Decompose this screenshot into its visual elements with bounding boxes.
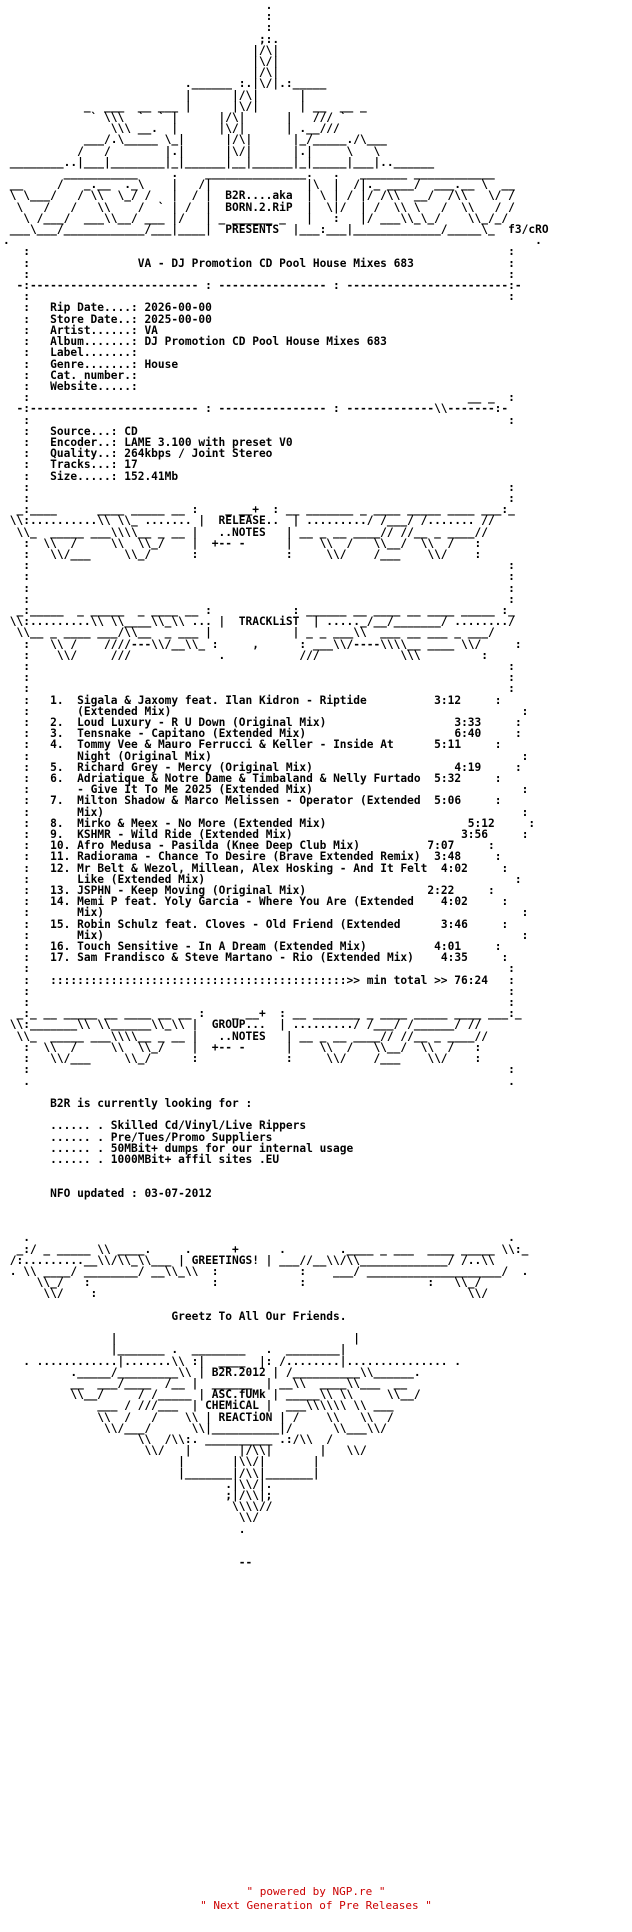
track-row: : 2. Loud Luxury - R U Down (Original Mix) 3:33 :	[3, 716, 522, 729]
nfo-group-notes: _:_ __ _____ __ ____ __ __ : _ __+ : __ _______ _ ____ _____ ____ ___:_ \\:_______\\ \\______\\_\\ | GROUP... | ........./ /___/ /______/ // \\_ _____ ___\\\\__ _ __ | ..NOTES | __ _ __ ____// //__ _ ____// : \\ / \\ \\_/ | +-- - | \\ / \\__/ \\ / : : \\/___ \\_/ : : \\/ /___ \\/ : : : . . B2R is currently looking for : ...... . Skilled Cd/Vinyl/Live Rippers ...... . Pre/Tues/Promo Suppliers ...... . 50MBit+ dumps for our internal usage ...... . 1000MBit+ affil sites .EU NFO updated : 03-07-2012 . . _:/ _ _____ \\ ____. . + . .____ _ ___ ____ _____ \\:_ /:.........__\\/\\_\\___ | GREETINGS! | ___//__\\/\\_____________/ /..\\ . \\ ____/ ________/ __\\_\\ : : ___/ ____________________/ . \\_/ : : : : \\_/ \\/ : \\/ Greetz To All Our Friends. | | |_______ . ________ . ________| . ............|.......\\ :| ____ |: /........|............... . ._____/_________\\ | B2R.2012 | /__________\\______. __ ___/____ /__ | ______ | __\\ ____\\___ __ \\__/ / /_____ | ASC.fUMk | _____\\ \\ \\__/ ___ / ///___ | CHEMiCAL | ___\\\\\\ \\ ___ \\ / / \\ | REACTiON | / \\ \\ / \\/___/ \\|__________|/ \\___\\/ \\ /\\:. __________ .:/\\ / \\/ | |/\\| | \\/ | |\\/| | |_______|/\\|_______| .|\\/|. ;|/\\|; \\\\// \\/ . --	[9, 1007, 529, 1570]
track-row: : 4. Tommy Vee & Mauro Ferrucci & Keller - Inside At 5:11 : : Night (Original Mix) :	[3, 738, 529, 763]
nfo-footer	[0, 1885, 632, 1913]
track-row: : 14. Memi P feat. Yoly Garcia - Where You Are (Extended 4:02 : : Mix) :	[3, 895, 529, 920]
track-row: : 17. Sam Frandisco & Steve Martano - Rio (Extended Mix) 4:35 :	[3, 951, 509, 965]
total-time-line: : ::::::::::::::::::::::::::::::::::::::::::::>> min total >> 76:24 :	[3, 973, 515, 987]
nfo-rip-info: : Rip Date....: 2026-00-00 : Store Date..: 2025-00-00 : Artist......: VA : Album.......: DJ Promotion CD Pool House Mixes 683 : Label.......: : Genre.......: House : Cat. number.: : Website.....: : __ _ : -:------------------------- : ---------------- : -------------\\-------:- : : : Source...: CD : Encoder..: LAME 3.100 with preset V0 : Quality..: 264kbps / Joint Stereo : Tracks...: 17 : Size.....: 152.41Mb : : : : _:____ ____ _____ __ : _ __+ : __ _______ _ ____ _____ ____ ___:_ \\:..........\\ \\_ ....... | RELEASE.. | ........./ /___/ /....... // \\_ _____ ___\\\\__ _ __ | ..NOTES | __ _ __ ____// //__ _ ____// : \\ / \\ \\_/ | +-- - | \\ / \\__/ \\ / : : \\/___ \\_/ : : \\/ /___ \\/ : : : : : : : : : _:_____ _ _____ _ ____ __ : : ______ __ ____ __ ____ _____ :_ \\:.........\\ \\____\\_\\ ... | TRACKLiST | ....._/__/_______/ ......../ \\__ _ ____ ___/\\__ _ ___ | | _ _ ___\\ ___ __ ___ _ ___/ : \\ / ////---\\/__\\_ : , : ___\\/----\\\\__ ____ \\/ : : \\/ /// . /// \\\ : : : : : : :	[3, 301, 522, 696]
powered-by-line: " powered by NGP.re "	[246, 1885, 386, 1898]
nfo-tracklist: : 1. Sigala & Jaxomy feat. Ilan Kidron - Riptide 3:12 : : (Extended Mix) : : 2. Loud Luxury - R U Down (Original Mix) 3:33 : : 3. Tensnake - Capitano (Extended Mix) 6:40 : : 4. Tommy Vee & Mauro Ferrucci & Keller - Inside At 5:11 : : Night (Original Mix) : : 5. Richard Grey - Mercy (Original Mix) 4:19 : : 6. Adriatique & Notre Dame & Timbaland & Nelly Furtado 5:32 : : - Give It To Me 2025 (Extended Mix) : : 7. Milton Shadow & Marco Melissen - Operator (Extended 5:06 : : Mix) : : 8. Mirko & Meex - No More (Extended Mix) 5:12 : : 9. KSHMR - Wild Ride (Extended Mix) 3:56 : : 10. Afro Medusa - Pasilda (Knee Deep Club Mix) 7:07 : : 11. Radiorama - Chance To Desire (Brave Extended Remix) 3:48 : : 12. Mr Belt & Wezol, Millean, Alex Hosking - And It Felt 4:02 : : Like (Extended Mix) : : 13. JSPHN - Keep Moving (Original Mix) 2:22 : : 14. Memi P feat. Yoly Garcia - Where You Are (Extended 4:02 : : Mix) : : 15. Robin Schulz feat. Cloves - Old Friend (Extended 3:46 : : Mix) : : 16. Touch Sensitive - In A Dream (Extended Mix) 4:01 : : 17. Sam Frandisco & Steve Martano - Rio (Extended Mix) 4:35 : : : : ::::::::::::::::::::::::::::::::::::::::::::>> min total >> 76:24 : : : : :	[3, 693, 536, 1010]
track-row: : 11. Radiorama - Chance To Desire (Brave Extended Remix) 3:48 :	[3, 850, 502, 864]
track-row: : 16. Touch Sensitive - In A Dream (Extended Mix) 4:01 :	[3, 940, 502, 954]
nfo-art-logo: ___________ . _______________. . _______ ____________ __ / _.__ ._\ | /| |\ | /|._ ____/ ___.__ \ __ \ \___/ / \\ \_/ / | / | B2R....aka | \ | / |/ /\\ __/ /\\ \/ / \ / / \\ / ` | / | BORN.2.RiP | \|/ | / \\ \ / \\ / / \ /___/ ___\\__/ ___ |/ | _ ______ _ | : |/ ___\\_\_/ \\_/_/ ___\___/____________/___|____| PRESENTS |___:___|_____________/_____\_ f3/cRO . .	[3, 167, 549, 248]
track-row: : 12. Mr Belt & Wezol, Millean, Alex Hosking - And It Felt 4:02 : : Like (Extended Mix) :	[3, 861, 522, 886]
track-row: : 6. Adriatique & Notre Dame & Timbaland & Nelly Furtado 5:32 : : - Give It To Me 2025 (Extended Mix) :	[3, 772, 529, 797]
track-row: : 15. Robin Schulz feat. Cloves - Old Friend (Extended 3:46 : : Mix) :	[3, 917, 529, 942]
rip-date-line: : Rip Date....: 2026-00-00	[3, 301, 212, 315]
artist-line: : Artist......: VA	[3, 323, 158, 337]
tagline-line: " Next Generation of Pre Releases "	[200, 1899, 432, 1912]
track-row: : 9. KSHMR - Wild Ride (Extended Mix) 3:56 :	[3, 828, 529, 842]
album-line: : Album.......: DJ Promotion CD Pool House Mixes 683	[3, 335, 387, 349]
cat-number-line: : Cat. number.:	[3, 368, 138, 382]
track-row: : 1. Sigala & Jaxomy feat. Ilan Kidron - Riptide 3:12 : : (Extended Mix) :	[3, 693, 529, 718]
track-row: : 10. Afro Medusa - Pasilda (Knee Deep Club Mix) 7:07 :	[3, 839, 495, 853]
nfo-art-header: . : : ;:. |/\| |\/| |/\| .______ :.|\/|.:_____ | |/\| | _ ___ __ ___ | |\/| | __ __ _ ` \\\ ` ` | |/\| | /// ` \\\ __. | |\/| | .__/// ___/.\_____ \_| |/\| |_/_____./\___ / / |.| |\/| |.| \ \ ________..|___|________|_|______|__|______|_|_____|___|..______	[9, 0, 435, 169]
track-row: : 5. Richard Grey - Mercy (Original Mix) 4:19 :	[3, 760, 522, 774]
store-date-line: : Store Date..: 2025-00-00	[3, 312, 212, 326]
track-row: : 8. Mirko & Meex - No More (Extended Mix) 5:12 :	[3, 816, 536, 830]
nfo-title-box: : : : VA - DJ Promotion CD Pool House Mixes 683 : : : -:------------------------- : ---------------- : ------------------------:- : :	[16, 245, 522, 304]
website-line: : Website.....:	[3, 379, 138, 393]
label-line: : Label.......:	[3, 346, 138, 360]
genre-line: : Genre.......: House	[3, 357, 179, 371]
track-row: : 13. JSPHN - Keep Moving (Original Mix) 2:22 :	[3, 884, 495, 898]
track-row: : 3. Tensnake - Capitano (Extended Mix) 6:40 :	[3, 727, 522, 741]
track-row: : 7. Milton Shadow & Marco Melissen - Operator (Extended 5:06 : : Mix) :	[3, 794, 529, 819]
